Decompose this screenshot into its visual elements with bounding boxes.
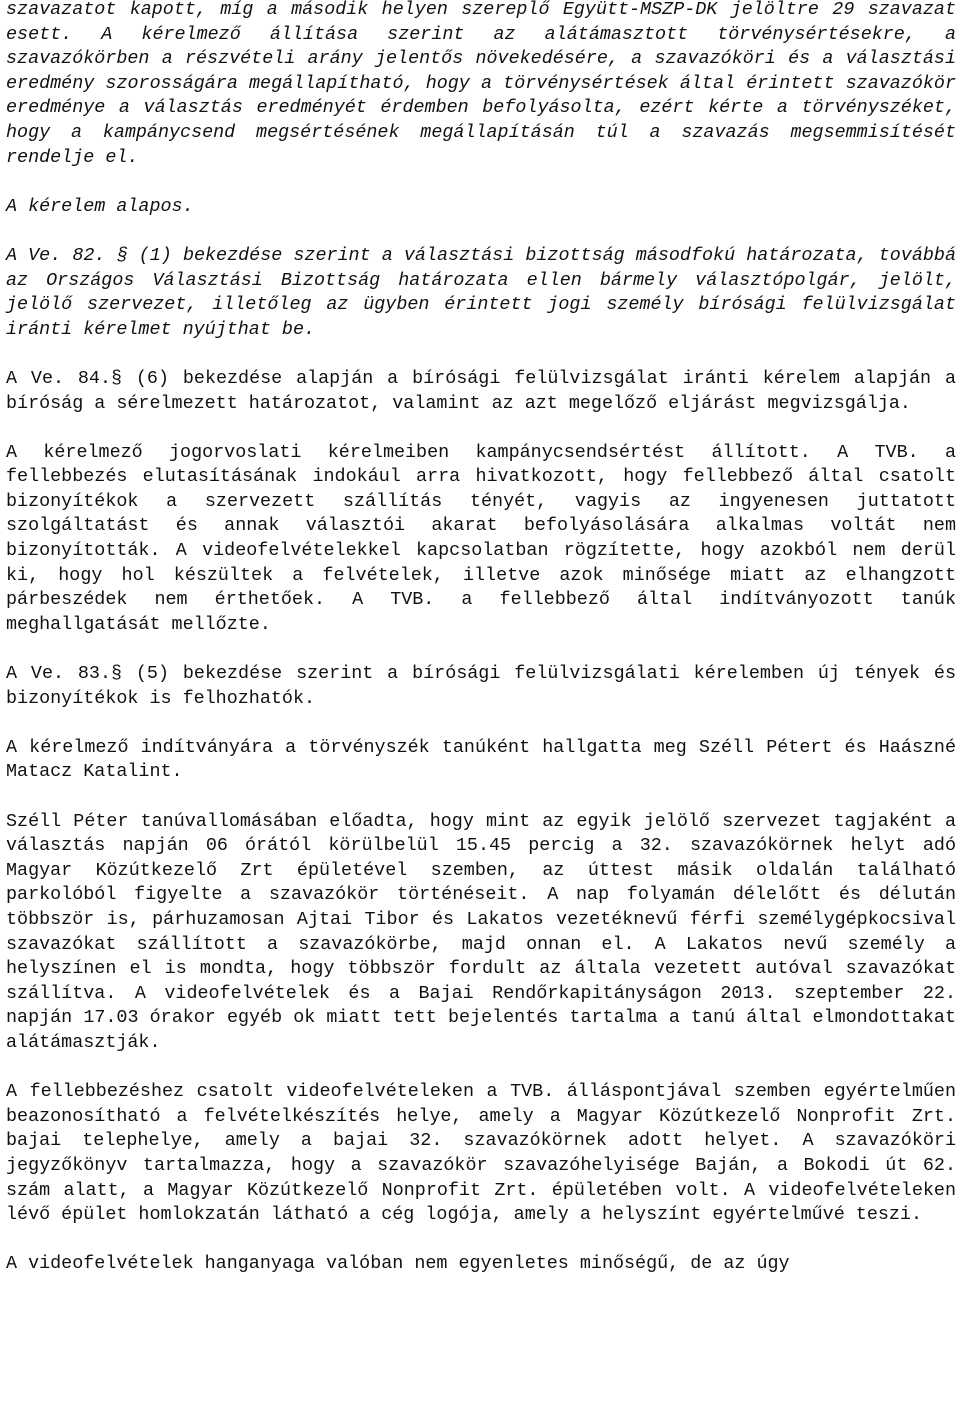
paragraph-video-evidence: A fellebbezéshez csatolt videofelvételeken a TVB. álláspontjával szemben egyértelműen beazonosítható a felvételkészítés helye, amely a Magyar Közútkezelő Nonprofit Zrt. bajai telephelye, amely a bajai 32. szavazókörnek adott helyet. A szavazóköri jegyzőkönyv tartalmazza, hogy a szavazókör szavazóhelyisége Baján, a Bokodi út 62. szám alatt, a Magyar Közútkezelő Nonprofit Zrt. épületében volt. A videofelvételeken lévő épület homlokzatán látható a cég logója, amely a helyszínt egyértelművé teszi. <box>6 1081 956 1226</box>
paragraph-request-founded: A kérelem alapos. <box>6 195 194 217</box>
paragraph-ve-84: A Ve. 84.§ (6) bekezdése alapján a bírósági felülvizsgálat iránti kérelem alapján a bíróság a sérelmezett határozatot, valamint az azt megelőző eljárást megvizsgálja. <box>6 367 956 414</box>
document-page <box>6 0 956 1277</box>
paragraph-ve-83: A Ve. 83.§ (5) bekezdése szerint a bírósági felülvizsgálati kérelemben új tények és bizonyítékok is felhozhatók. <box>6 663 956 709</box>
paragraph-audio-quality: A videofelvételek hanganyaga valóban nem egyenletes minőségű, de az úgy <box>6 1253 790 1275</box>
paragraph-ve-82: A Ve. 82. § (1) bekezdése szerint a választási bizottság másodfokú határozata, továbbá az Országos Választási Bizottság határozata ellen bármely választópolgár, jelölt, jelölő szervezet, illetőleg az ügyben érintett jogi személy bírósági felülvizsgálat iránti kérelmet nyújthat be. <box>6 244 956 340</box>
paragraph-complaint-summary: szavazatot kapott, míg a második helyen szereplő Együtt-MSZP-DK jelöltre 29 szavazat esett. A kérelmező állítása szerint az alátámasztott törvénysértésekre, a szavazókörben a részvételi arány jelentős növekedésére, a szavazóköri és a választási eredmény szorosságára megállapítható, hogy a törvénysértések által érintett szavazókör eredménye a választás eredményét érdemben befolyásolta, ezért kérte a törvényszéket, hogy a kampánycsend megsértésének megállapításán túl a szavazás megsemmisítését rendelje el. <box>6 0 956 168</box>
paragraph-witnesses: A kérelmező indítványára a törvényszék tanúként hallgatta meg Széll Pétert és Haászné Matacz Katalint. <box>6 736 956 783</box>
paragraph-testimony: Széll Péter tanúvallomásában előadta, hogy mint az egyik jelölő szervezet tagjaként a választás napján 06 órától körülbelül 15.45 percig a 32. szavazókörnek helyt adó Magyar Közútkezelő Zrt épületével szemben, az úttest másik oldalán található parkolóból figyelte a szavazókör történéseit. A nap folyamán délelőtt és délután többször is, párhuzamosan Ajtai Tibor és Lakatos vezetéknevű férfi személygépkocsival szavazókat szállított a szavazókörbe, majd onnan el. A Lakatos nevű személy a helyszínen el is mondta, hogy többször fordult az általa vezetett autóval szavazókat szállítva. A videofelvételek és a Bajai Rendőrkapitányságon 2013. szeptember 22. napján 17.03 órakor egyéb ok miatt tett bejelentés tartalma a tanú által elmondottakat alátámasztják. <box>6 810 956 1053</box>
paragraph-campaign-silence: A kérelmező jogorvoslati kérelmeiben kampánycsendsértést állított. A TVB. a fellebbezés elutasításának indokául arra hivatkozott, hogy fellebbező által csatolt bizonyítékok a szervezett szállítás tényét, vagyis az ingyenesen juttatott szolgáltatást és annak választói akarat befolyásolására alkalmas voltát nem bizonyították. A videofelvételekkel kapcsolatban rögzítette, hogy azokból nem derül ki, hogy hol készültek a felvételek, illetve azok minősége miatt az elhangzott párbeszédek nem érthetőek. A TVB. a fellebbező által indítványozott tanúk meghallgatását mellőzte. <box>6 441 956 635</box>
